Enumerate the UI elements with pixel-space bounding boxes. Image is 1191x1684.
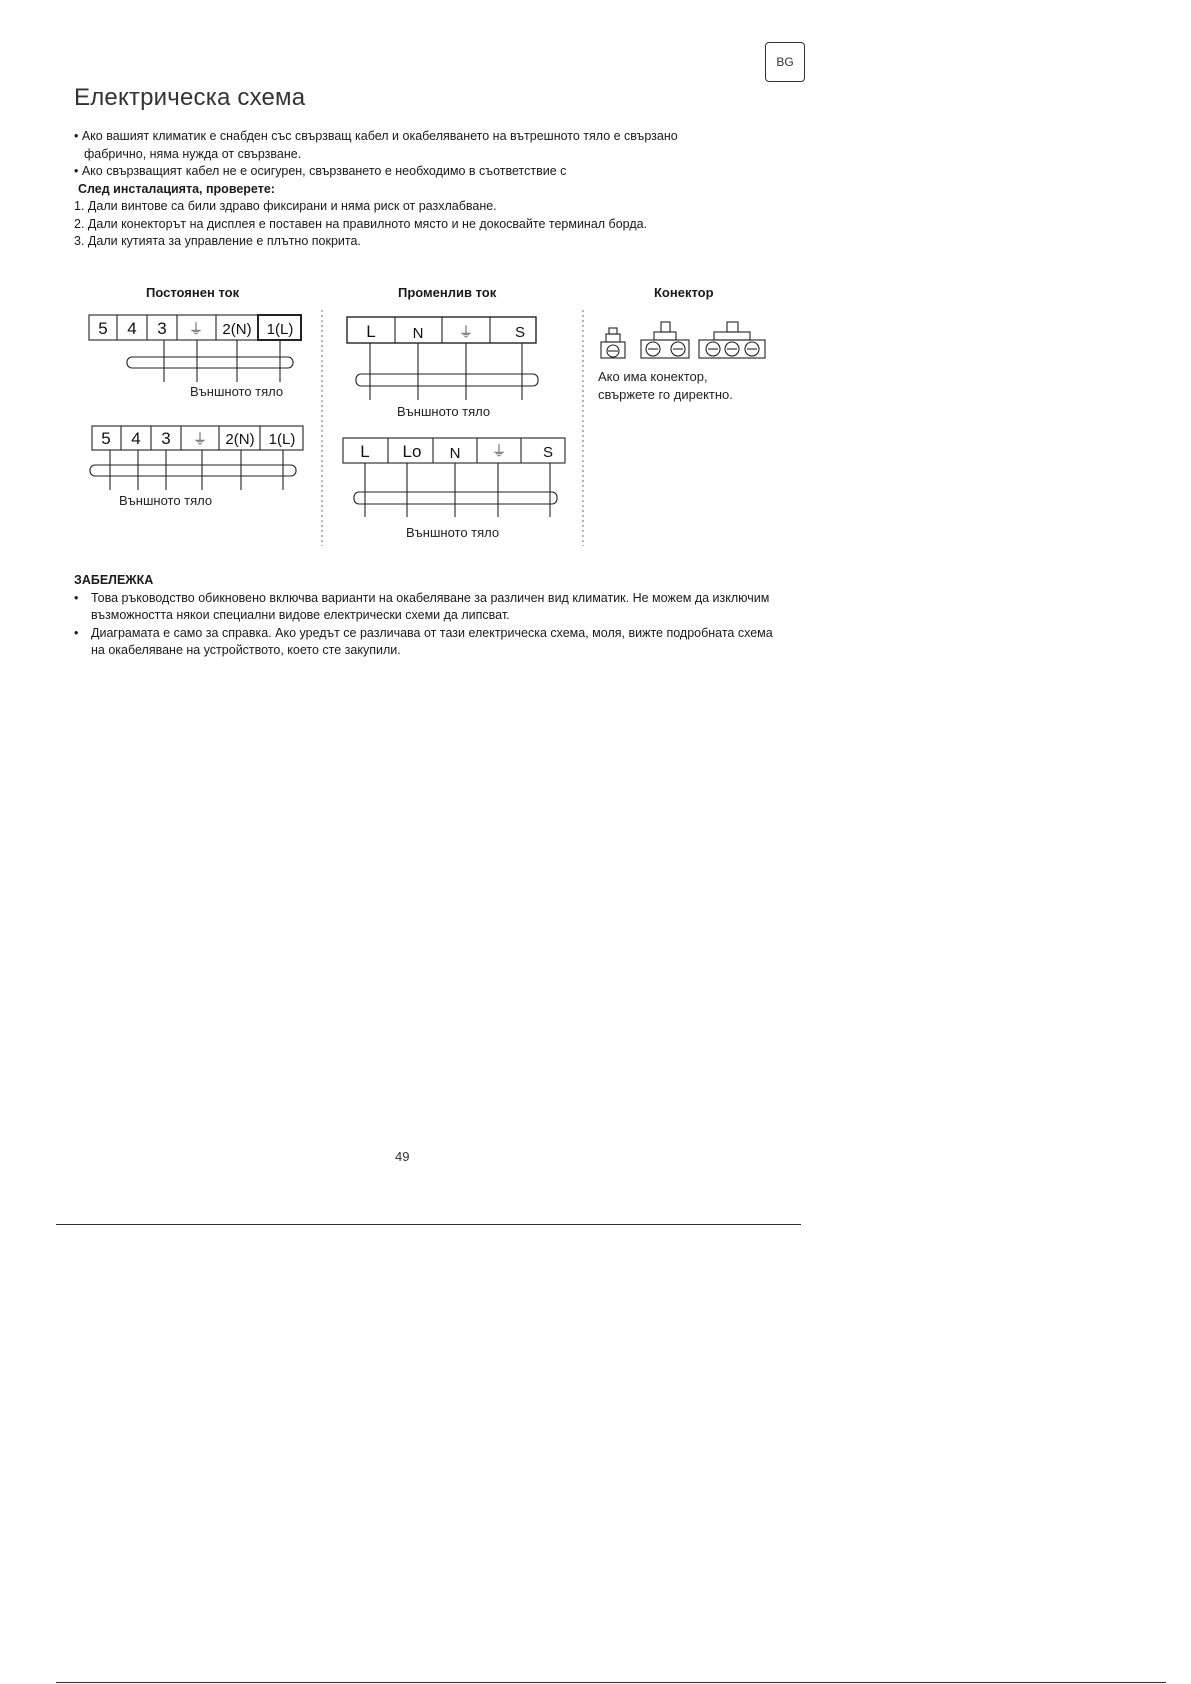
intro-bullet-1-continued: фабрично, няма нужда от свързване. xyxy=(84,146,302,161)
check-item-3: 3. Дали кутията за управление е плътно покрита. xyxy=(74,234,361,248)
dc1-outdoor-label: Външното тяло xyxy=(190,384,284,399)
connector-note-line-2: свържете го директно. xyxy=(598,387,733,402)
connector-triple-icon xyxy=(699,322,765,358)
dc2-terminal-5: 5 xyxy=(101,429,111,448)
dc2-ground-icon: ⏚ xyxy=(192,431,208,448)
ac-a-terminal-l: L xyxy=(366,322,376,341)
ac-a-terminal-s: S xyxy=(514,324,526,341)
note-list xyxy=(74,590,774,660)
dc1-terminal-1l: 1(L) xyxy=(266,321,294,338)
ac-a-outdoor-label: Външното тяло xyxy=(397,404,491,419)
dc2-terminal-1l: 1(L) xyxy=(268,431,296,448)
bottom-rule xyxy=(56,1682,1166,1683)
ac-b-terminal-s: S xyxy=(542,444,554,461)
divider-rule xyxy=(56,1224,801,1225)
check-heading: След инсталацията, проверете: xyxy=(78,181,275,196)
connector-double-icon xyxy=(641,322,689,358)
dc2-outdoor-label: Външното тяло xyxy=(119,493,213,508)
intro-bullet-2: • Ако свързващият кабел не е осигурен, свързването е необходимо в съответствие с xyxy=(74,164,567,178)
page-number: 49 xyxy=(395,1149,410,1164)
connector-note-line-1: Ако има конектор, xyxy=(598,369,708,384)
intro-bullet-1: • Ако вашият климатик е снабден със свързващ кабел и окабеляването на вътрешното тяло е свързано xyxy=(74,129,678,143)
note-section xyxy=(74,572,774,660)
ac-b-outdoor-label: Външното тяло xyxy=(406,525,500,540)
ac-b-terminal-lo: Lo xyxy=(402,442,422,461)
ac-a-ground-icon: ⏚ xyxy=(458,324,474,341)
dc1-terminal-5: 5 xyxy=(98,319,108,338)
dc2-terminal-4: 4 xyxy=(131,429,141,448)
dc1-terminal-2n: 2(N) xyxy=(222,321,252,338)
ac-b-terminal-l: L xyxy=(360,442,370,461)
wiring-diagrams xyxy=(0,0,1191,560)
dc1-terminal-4: 4 xyxy=(127,319,137,338)
dc-column-title: Постоянен ток xyxy=(146,285,240,300)
dc2-terminal-2n: 2(N) xyxy=(225,431,255,448)
dc2-terminal-3: 3 xyxy=(161,429,171,448)
dc1-ground-icon: ⏚ xyxy=(188,321,204,338)
connector-column-title: Конектор xyxy=(654,285,714,300)
page-title: Електрическа схема xyxy=(74,84,306,111)
connector-single-icon xyxy=(601,328,625,358)
note-item-1: • Това ръководство обикновено включва варианти на окабеляване за различен вид климатик. Не можем да изключим възможността някои специални видове електрически схеми да липсват. xyxy=(74,590,774,625)
ac-a-terminal-n: N xyxy=(412,325,424,342)
ac-b-ground-icon: ⏚ xyxy=(491,443,507,460)
ac-b-terminal-n: N xyxy=(449,445,461,462)
language-badge-label: BG xyxy=(776,55,794,69)
check-item-1: 1. Дали винтове са били здраво фиксирани и няма риск от разхлабване. xyxy=(74,199,497,213)
note-item-2: • Диаграмата е само за справка. Ако уредът се различава от тази електрическа схема, моля, вижте подробната схема на окабеляване на устройството, което сте закупили. xyxy=(74,625,774,660)
note-title: ЗАБЕЛЕЖКА xyxy=(74,573,154,587)
ac-column-title: Променлив ток xyxy=(398,285,497,300)
check-item-2: 2. Дали конекторът на дисплея е поставен на правилното място и не докосвайте терминал борда. xyxy=(74,216,648,231)
dc1-terminal-3: 3 xyxy=(157,319,167,338)
